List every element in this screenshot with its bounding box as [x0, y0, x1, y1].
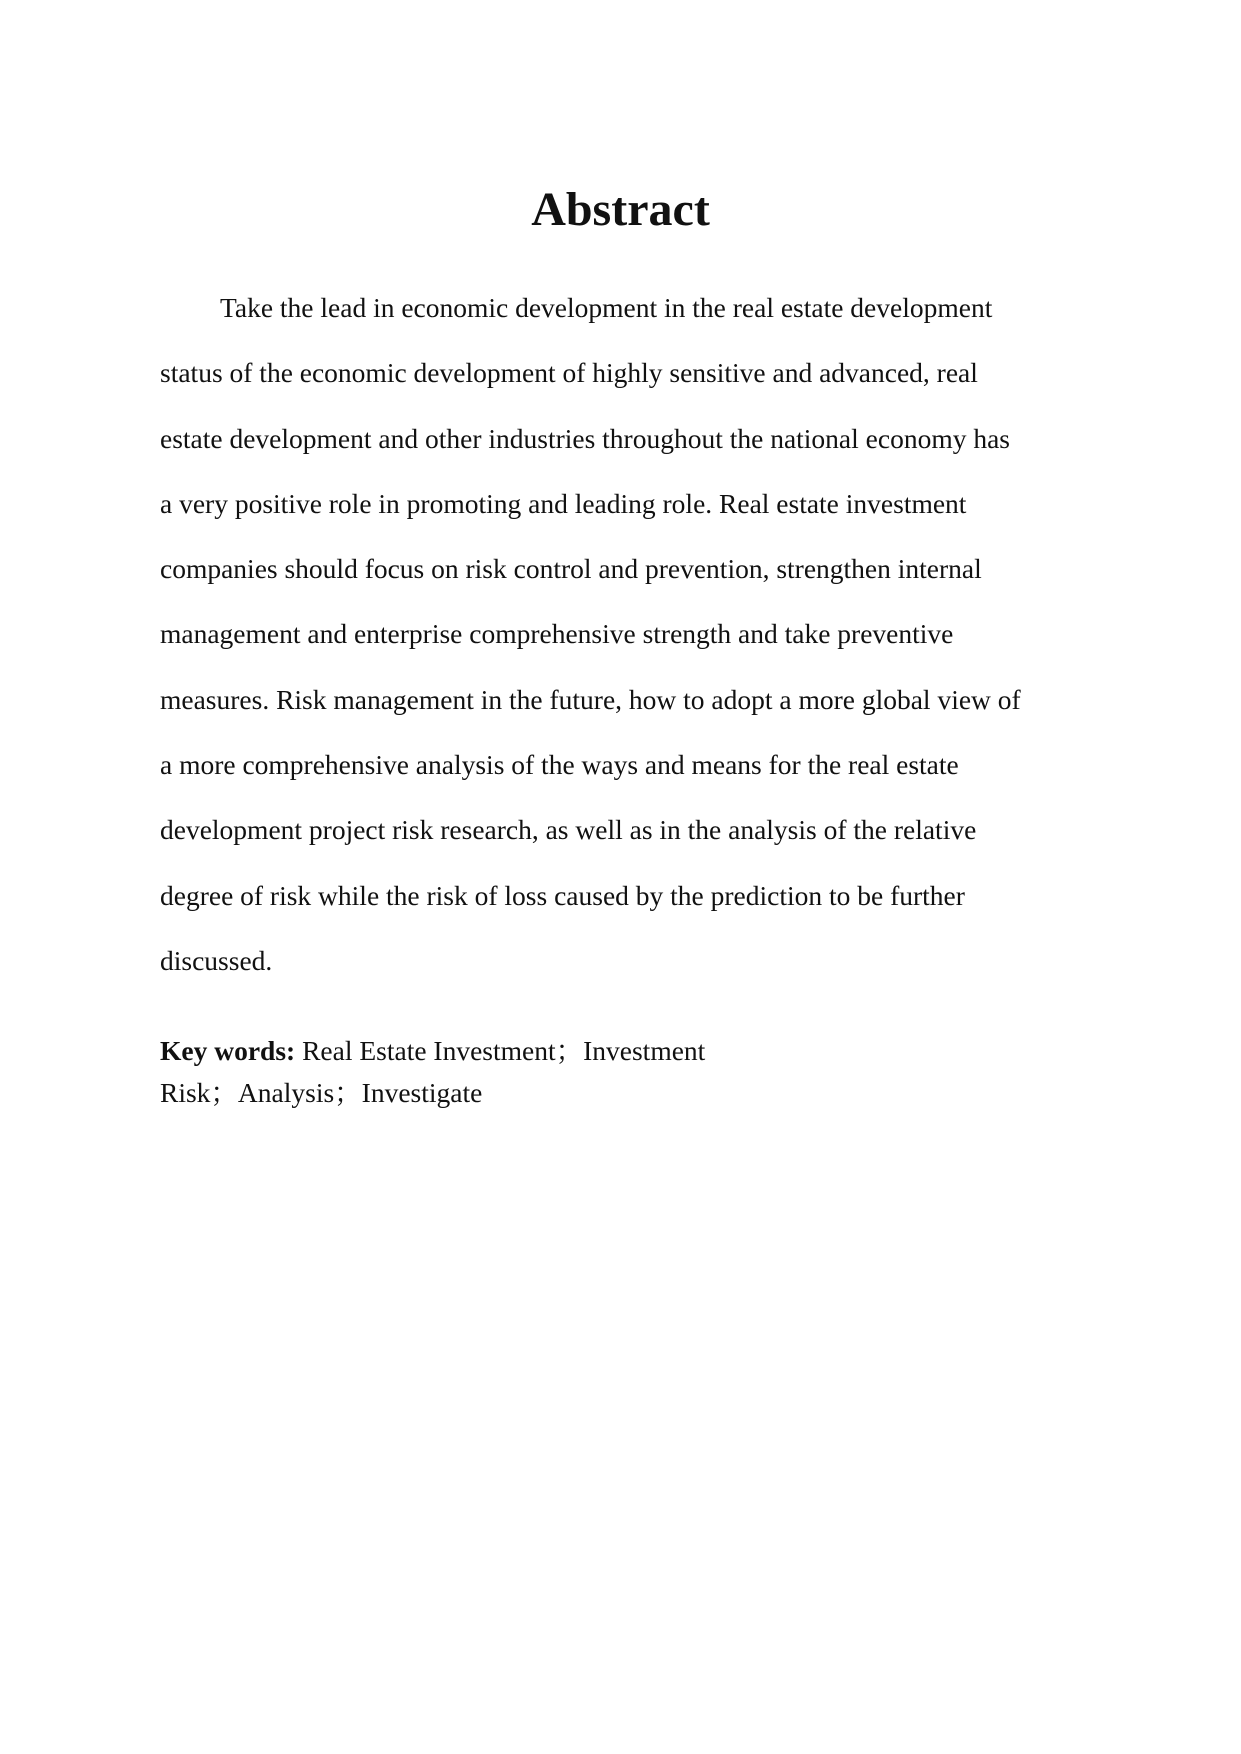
abstract-line: status of the economic development of highly sensitive and advanced, real	[160, 357, 978, 389]
abstract-line: companies should focus on risk control and prevention, strengthen internal	[160, 553, 982, 585]
abstract-title: Abstract	[531, 183, 710, 236]
abstract-line: estate development and other industries throughout the national economy has	[160, 422, 1010, 454]
abstract-line: development project risk research, as well as in the analysis of the relative	[160, 814, 977, 846]
abstract-line: degree of risk while the risk of loss caused by the prediction to be further	[160, 879, 965, 911]
abstract-line: discussed.	[160, 944, 273, 976]
abstract-line: Take the lead in economic development in the real estate development	[220, 292, 993, 323]
abstract-line: a more comprehensive analysis of the ways and means for the real estate	[160, 749, 959, 781]
keywords-line-2: Risk；Analysis；Investigate	[160, 1077, 483, 1108]
abstract-line: measures. Risk management in the future, how to adopt a more global view of	[160, 683, 1021, 715]
abstract-body	[160, 275, 1080, 993]
keywords-label: Key words:	[160, 1035, 296, 1066]
keywords-section	[160, 1030, 1080, 1114]
abstract-line: management and enterprise comprehensive strength and take preventive	[160, 618, 954, 650]
abstract-line: a very positive role in promoting and leading role. Real estate investment	[160, 487, 967, 519]
keywords-line-1	[160, 1030, 1080, 1072]
keywords-text-1: Real Estate Investment；Investment	[295, 1035, 706, 1066]
